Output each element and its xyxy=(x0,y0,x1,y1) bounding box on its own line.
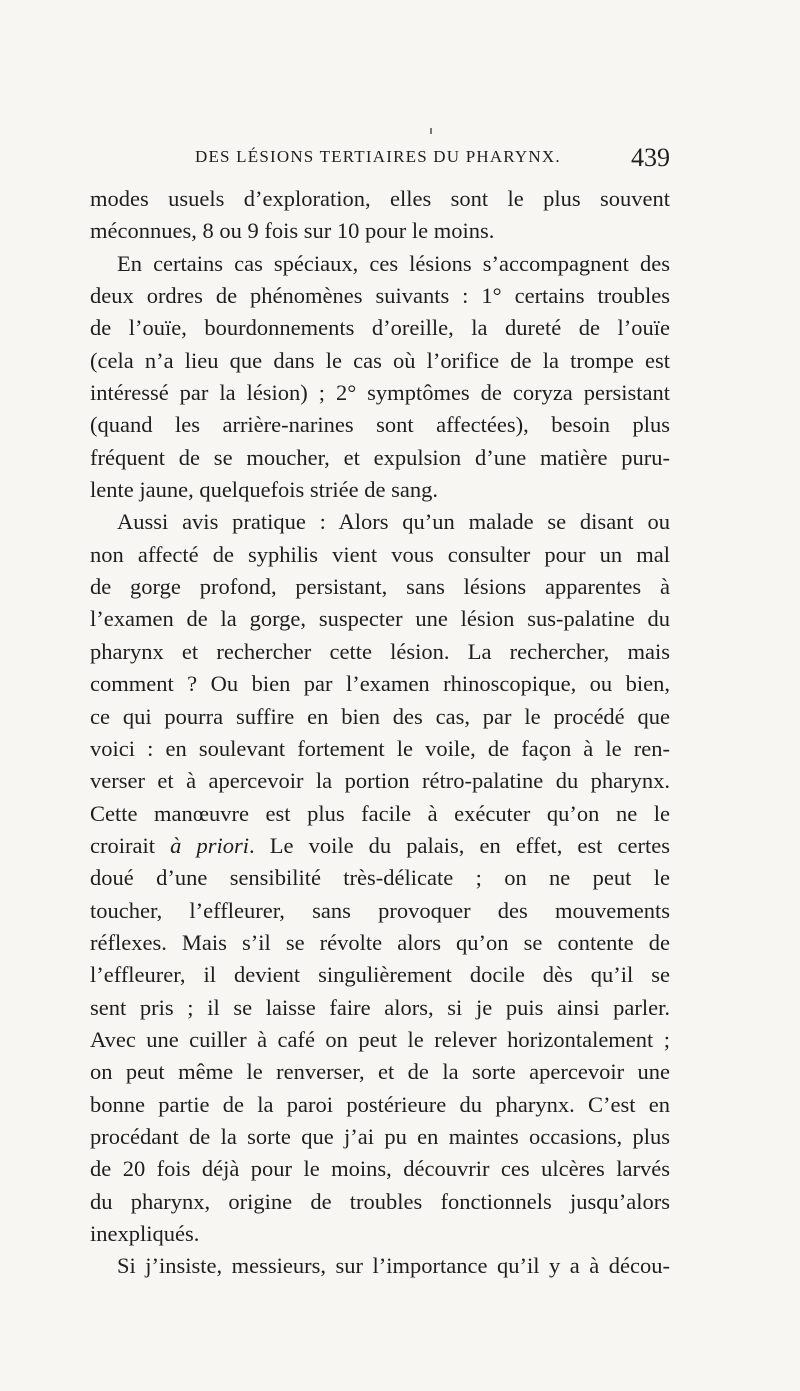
text-line: de l’ouïe, bourdonnements d’oreille, la dureté de l’ouïe xyxy=(90,315,670,341)
text-line: fréquent de se moucher, et expulsion d’une matière puru- xyxy=(90,444,670,470)
text-line: de 20 fois déjà pour le moins, découvrir ces ulcères larvés xyxy=(90,1156,670,1182)
running-title: DES LÉSIONS TERTIAIRES DU PHARYNX. xyxy=(195,147,561,166)
italic-phrase: à priori xyxy=(170,832,249,858)
text-line: de gorge profond, persistant, sans lésions apparentes à xyxy=(90,574,670,600)
text-line: du pharynx, origine de troubles fonctionnels jusqu’alors xyxy=(90,1188,670,1214)
text-line: on peut même le renverser, et de la sorte apercevoir une xyxy=(90,1059,670,1085)
text-line: modes usuels d’exploration, elles sont le plus souvent xyxy=(90,186,670,211)
text-line: Aussi avis pratique : Alors qu’un malade se disant ou xyxy=(117,509,670,535)
text-line: comment ? Ou bien par l’examen rhinoscopique, ou bien, xyxy=(90,671,670,697)
text-line: pharynx et rechercher cette lésion. La rechercher, mais xyxy=(90,638,670,664)
text-line: non affecté de syphilis vient vous consulter pour un mal xyxy=(90,541,670,567)
text-line: ce qui pourra suffire en bien des cas, par le procédé que xyxy=(90,703,670,729)
text-line: toucher, l’effleurer, sans provoquer des mouvements xyxy=(90,897,670,923)
text-line: méconnues, 8 ou 9 fois sur 10 pour le moins. xyxy=(90,218,495,244)
page-header xyxy=(195,143,670,173)
text-line: doué d’une sensibilité très-délicate ; on ne peut le xyxy=(90,865,670,891)
text-line: En certains cas spéciaux, ces lésions s’accompagnent des xyxy=(117,250,670,276)
text-line: Si j’insiste, messieurs, sur l’importance qu’il y a à décou- xyxy=(117,1253,670,1279)
page-number: 439 xyxy=(631,143,670,172)
text-line: l’effleurer, il devient singulièrement docile dès qu’il se xyxy=(90,962,670,988)
ink-speck xyxy=(430,128,432,134)
text-line: Cette manœuvre est plus facile à exécuter qu’on ne le xyxy=(90,800,670,826)
body-text xyxy=(90,183,670,1283)
text-line: bonne partie de la paroi postérieure du pharynx. C’est en xyxy=(90,1091,670,1117)
text-line: inexpliqués. xyxy=(90,1221,200,1246)
text-line: verser et à apercevoir la portion rétro-palatine du pharynx. xyxy=(90,768,670,794)
text-line: sent pris ; il se laisse faire alors, si je puis ainsi parler. xyxy=(90,994,670,1020)
text-line: intéressé par la lésion) ; 2° symptômes de coryza persistant xyxy=(90,380,670,406)
text-line: Avec une cuiller à café on peut le relever horizontalement ; xyxy=(90,1026,670,1052)
text-line: lente jaune, quelquefois striée de sang. xyxy=(90,477,439,503)
text-line: l’examen de la gorge, suspecter une lésion sus-palatine du xyxy=(90,606,670,632)
text-line: réflexes. Mais s’il se révolte alors qu’on se contente de xyxy=(90,929,670,955)
text-line: voici : en soulevant fortement le voile, de façon à le ren- xyxy=(90,735,670,761)
text-line: (quand les arrière-narines sont affectées), besoin plus xyxy=(90,412,670,438)
text-line: (cela n’a lieu que dans le cas où l’orifice de la trompe est xyxy=(90,347,670,373)
text-line: procédant de la sorte que j’ai pu en maintes occasions, plus xyxy=(90,1123,670,1149)
text-line: deux ordres de phénomènes suivants : 1° certains troubles xyxy=(90,283,670,309)
text-line: croirait à priori. Le voile du palais, en effet, est certes xyxy=(90,832,671,858)
